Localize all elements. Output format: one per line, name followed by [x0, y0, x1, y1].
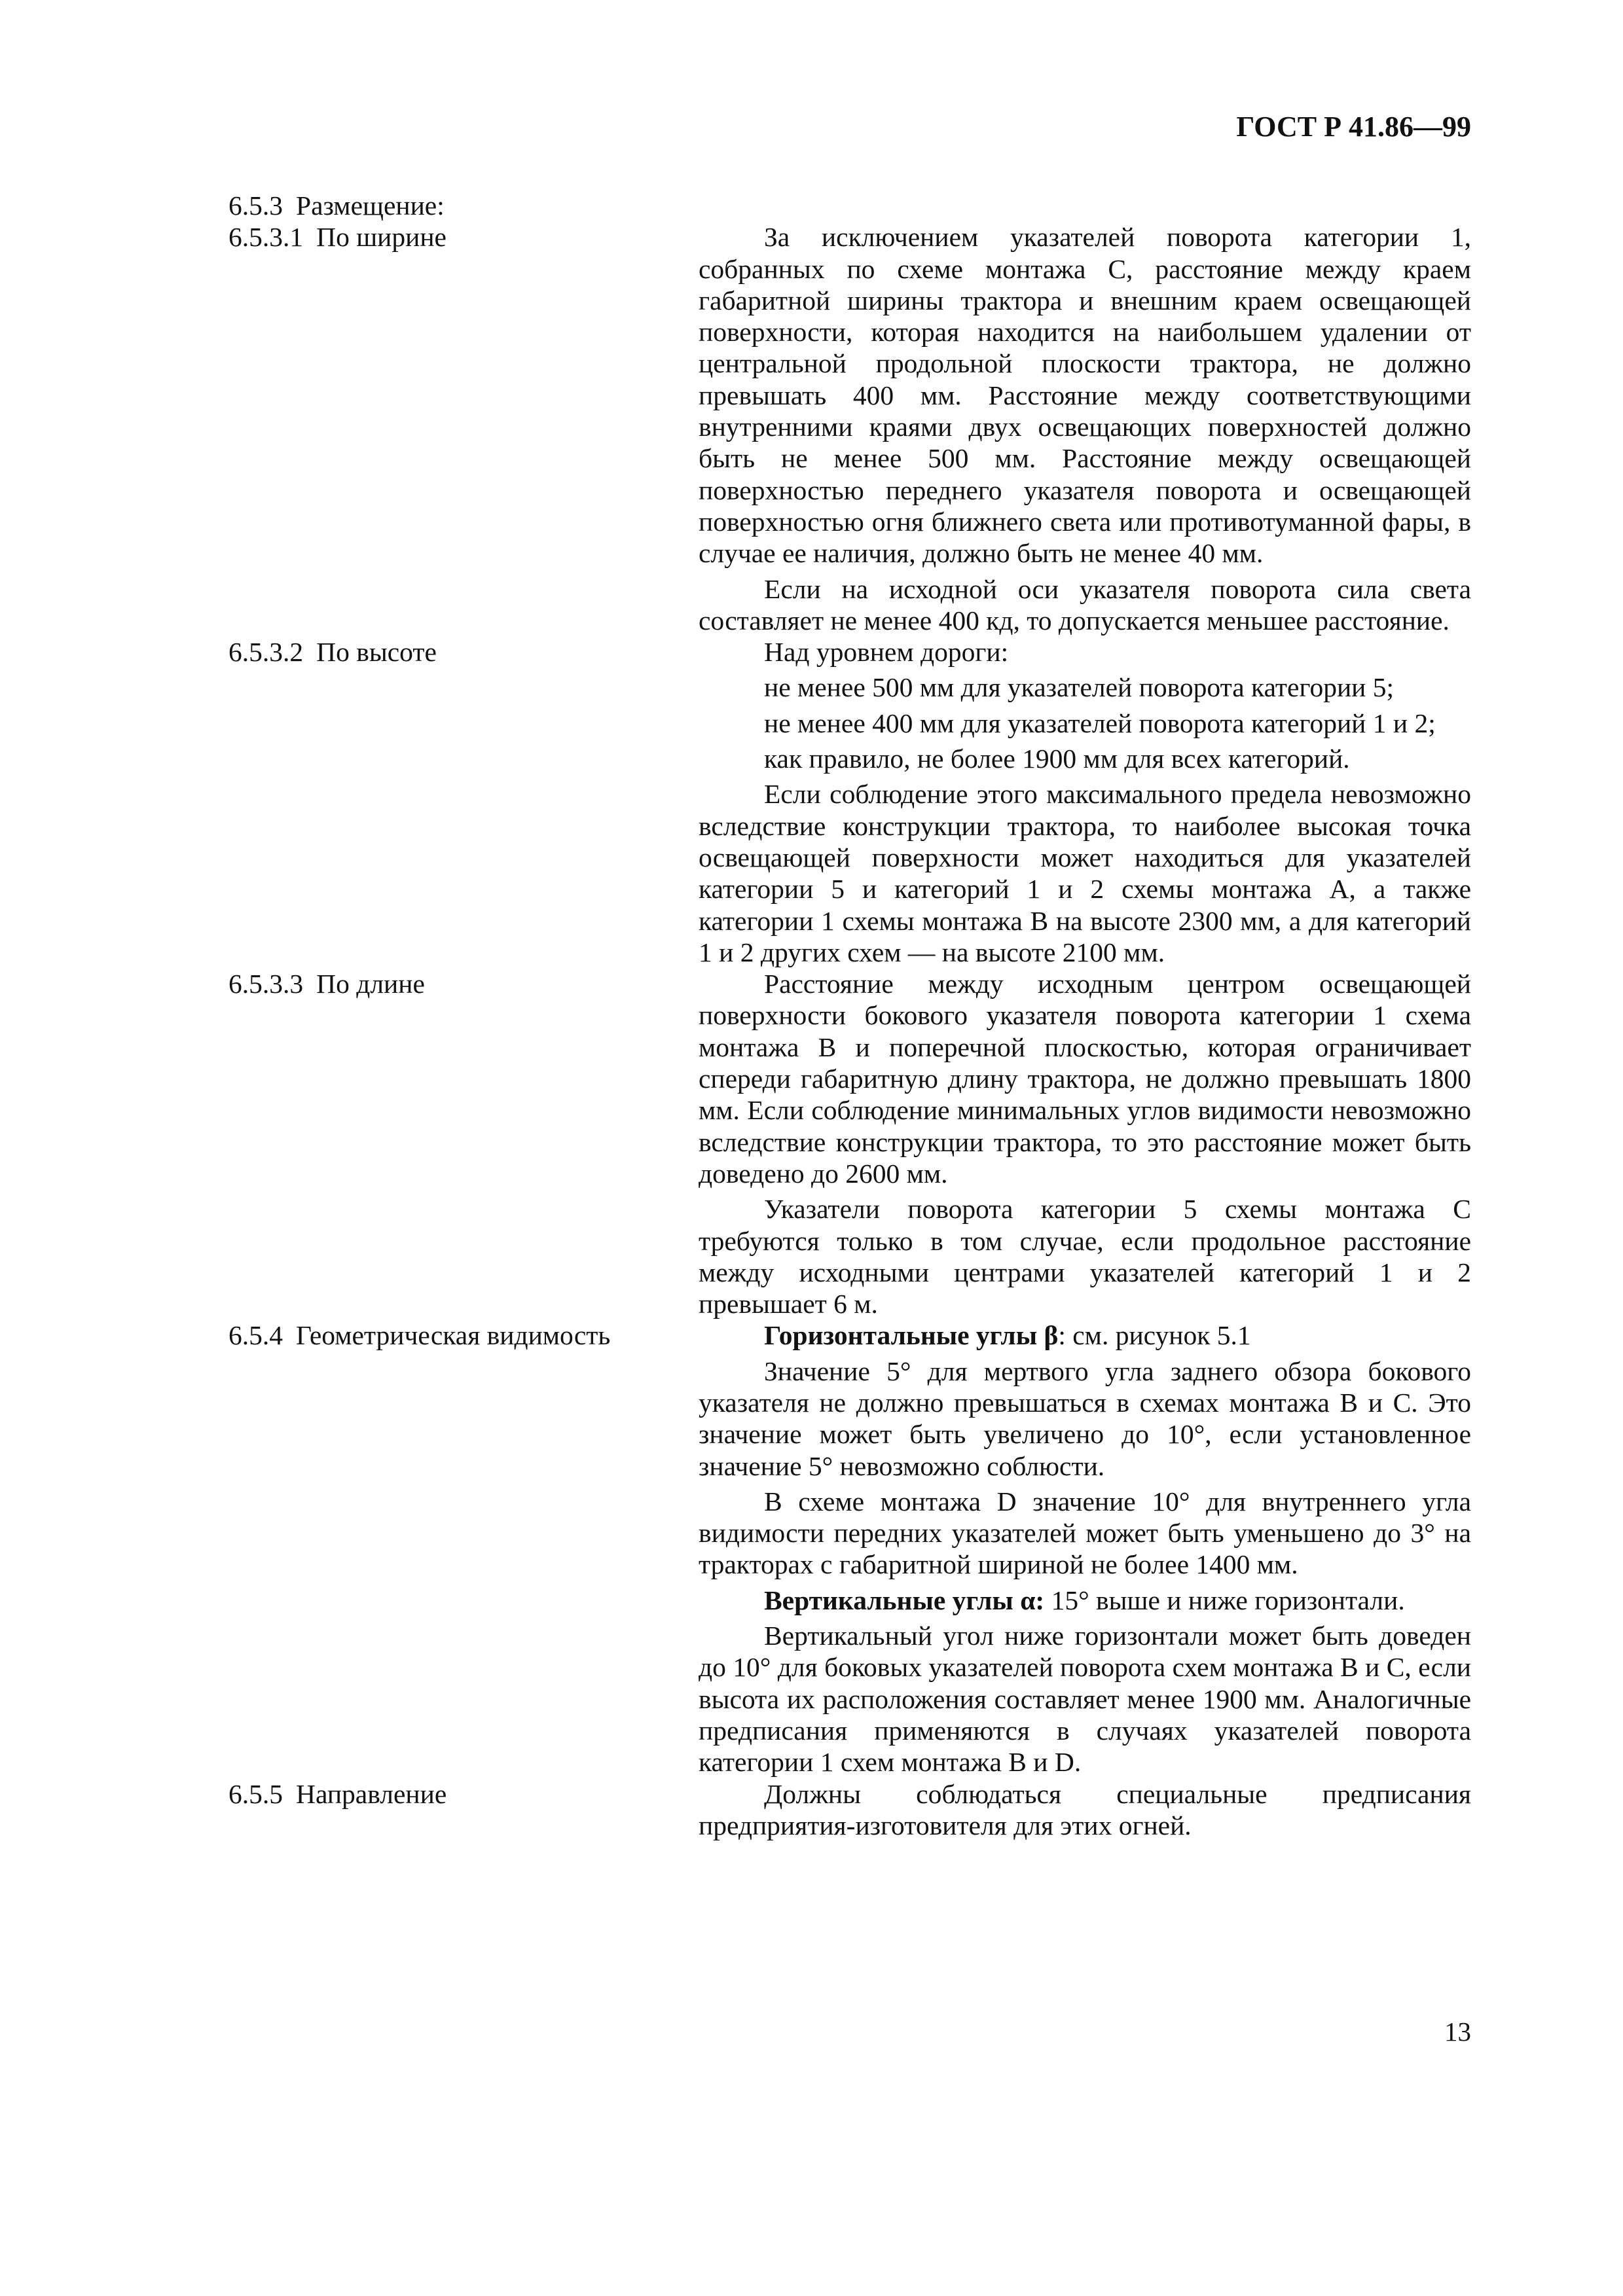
section-6-5-3-1 — [228, 221, 1471, 636]
section-label — [228, 1319, 699, 1778]
paragraph: Вертикальный угол ниже горизонтали может быть доведен до 10° для боковых указателей поворота схем монтажа В и С, если высота их расположения составляет менее 1900 мм. Аналогичные предписания применяются в случаях указателей поворота категории 1 схем монтажа В и D. — [699, 1621, 1471, 1778]
paragraph: Расстояние между исходным центром освещающей поверхности бокового указателя поворота категории 1 схема монтажа В и поперечной плоскостью, которая ограничивает спереди габаритную длину трактора, не должно превышать 1800 мм. Если соблюдение минимальных углов видимости невозможно вследствие конструкции трактора, то это расстояние может быть доведено до 2600 мм. — [699, 969, 1471, 1189]
section-text — [699, 221, 1471, 636]
paragraph: не менее 400 мм для указателей поворота категорий 1 и 2; — [764, 708, 1436, 738]
section-text — [699, 968, 1471, 1319]
section-number: 6.5.5 — [228, 1778, 283, 1809]
section-label — [228, 190, 699, 221]
section-title: Размещение: — [296, 190, 445, 221]
document-code: ГОСТ Р 41.86—99 — [1236, 111, 1471, 143]
paragraph: Если соблюдение этого максимального предела невозможно вследствие конструкции трактора, то наиболее высокая точка освещающей поверхности может находиться для указателей категории 5 и категорий 1 и 2 схемы монтажа А, а также категории 1 схемы монтажа В на высоте 2300 мм, а для категорий 1 и 2 других схем — на высоте 2100 мм. — [699, 779, 1471, 967]
bold-term: Горизонтальные углы β — [764, 1320, 1059, 1351]
paragraph: Указатели поворота категории 5 схемы монтажа С требуются только в том случае, если продольное расстояние между исходными центрами указателей категорий 1 и 2 превышает 6 м. — [699, 1194, 1471, 1319]
section-title: По высоте — [316, 637, 437, 668]
section-text — [699, 636, 1471, 968]
section-title: По ширине — [316, 222, 447, 253]
section-title: Направление — [296, 1778, 447, 1809]
paragraph: как правило, не более 1900 мм для всех категорий. — [764, 744, 1350, 774]
section-number: 6.5.4 — [228, 1320, 283, 1351]
paragraph: Если на исходной оси указателя поворота сила света составляет не менее 400 кд, то допускается меньшее расстояние. — [699, 573, 1471, 636]
paragraph-text: : см. рисунок 5.1 — [1058, 1320, 1251, 1351]
section-number: 6.5.3.2 — [228, 637, 304, 668]
section-label — [228, 636, 699, 968]
section-6-5-4 — [228, 1319, 1471, 1778]
section-6-5-3-3 — [228, 968, 1471, 1319]
paragraph-text: 15° выше и ниже горизонтали. — [1044, 1585, 1405, 1615]
section-6-5-3-2 — [228, 636, 1471, 968]
section-label — [228, 221, 699, 636]
section-6-5-5 — [228, 1778, 1471, 1842]
section-text — [699, 1319, 1471, 1778]
paragraph: Над уровнем дороги: — [764, 637, 1009, 668]
page-number: 13 — [1444, 2017, 1471, 2047]
section-number: 6.5.3.3 — [228, 969, 304, 999]
paragraph: Значение 5° для мертвого угла заднего обзора бокового указателя не должно превышаться в схемах монтажа В и С. Это значение может быть увеличено до 10°, если установленное значение 5° невозможно соблюсти. — [699, 1355, 1471, 1481]
section-title: Геометрическая видимость — [296, 1320, 611, 1351]
section-number: 6.5.3 — [228, 190, 283, 221]
section-number: 6.5.3.1 — [228, 222, 304, 253]
paragraph — [699, 1585, 1471, 1616]
paragraph: За исключением указателей поворота категории 1, собранных по схеме монтажа С, расстояние между краем габаритной ширины трактора и внешним краем освещающей поверхности, которая находится на наибольшем удалении от центральной продольной плоскости трактора, не должно превышать 400 мм. Расстояние между соответствующими внутренними краями двух освещающих поверхностей должно быть не менее 500 мм. Расстояние между освещающей поверхностью переднего указателя поворота и освещающей поверхностью огня ближнего света или противотуманной фары, в случае ее наличия, должно быть не менее 40 мм. — [699, 222, 1471, 569]
paragraph — [699, 1319, 1471, 1351]
section-label — [228, 1778, 699, 1842]
document-body — [228, 190, 1471, 1841]
bold-term: Вертикальные углы α: — [764, 1585, 1045, 1615]
paragraph: В схеме монтажа D значение 10° для внутреннего угла видимости передних указателей может быть уменьшено до 3° на тракторах с габаритной шириной не более 1400 мм. — [699, 1486, 1471, 1580]
section-6-5-3 — [228, 190, 1471, 221]
paragraph: не менее 500 мм для указателей поворота категории 5; — [764, 672, 1395, 703]
paragraph: Должны соблюдаться специальные предписания предприятия-изготовителя для этих огней. — [699, 1778, 1471, 1840]
section-title: По длине — [316, 969, 425, 999]
section-label — [228, 968, 699, 1319]
section-text — [699, 1778, 1471, 1842]
